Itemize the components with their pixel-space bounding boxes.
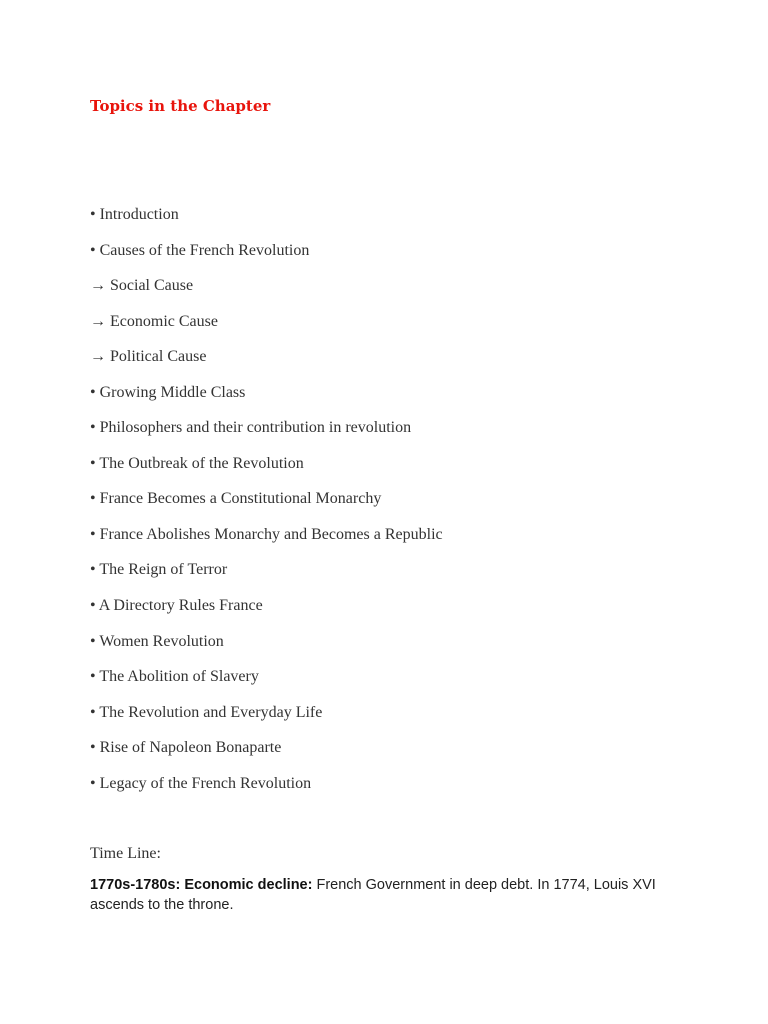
subtopic-item: → Economic Cause xyxy=(90,312,218,330)
topic-item: • The Reign of Terror xyxy=(90,561,228,579)
subtopic-item: → Political Cause xyxy=(90,348,207,366)
chapter-topics-heading: Topics in the Chapter xyxy=(90,97,271,115)
subtopic-item: → Social Cause xyxy=(90,277,194,295)
timeline-entry-lead: 1770s-1780s: Economic decline: xyxy=(90,877,313,893)
topic-item: • France Becomes a Constitutional Monarchy xyxy=(90,490,382,508)
topic-item: • Legacy of the French Revolution xyxy=(90,774,312,792)
topic-item: • Growing Middle Class xyxy=(90,383,246,401)
topic-item: • The Abolition of Slavery xyxy=(90,668,259,686)
topics-list xyxy=(90,205,443,809)
topic-item: • Introduction xyxy=(90,206,179,223)
topic-item: • France Abolishes Monarchy and Becomes a Republic xyxy=(90,525,443,543)
topic-item: • Causes of the French Revolution xyxy=(90,241,310,259)
topic-item: • The Outbreak of the Revolution xyxy=(90,454,304,472)
topic-item: • Women Revolution xyxy=(90,632,224,650)
topic-item: • Philosophers and their contribution in revolution xyxy=(90,419,412,437)
topic-item: • A Directory Rules France xyxy=(90,597,263,615)
timeline-entry-text: French Government in deep debt. In 1774, Louis XVI ascends to the throne. xyxy=(90,877,656,913)
timeline-label: Time Line: xyxy=(90,845,161,862)
topic-item: • The Revolution and Everyday Life xyxy=(90,703,323,721)
timeline-entry xyxy=(90,875,680,915)
topic-item: • Rise of Napoleon Bonaparte xyxy=(90,739,282,757)
